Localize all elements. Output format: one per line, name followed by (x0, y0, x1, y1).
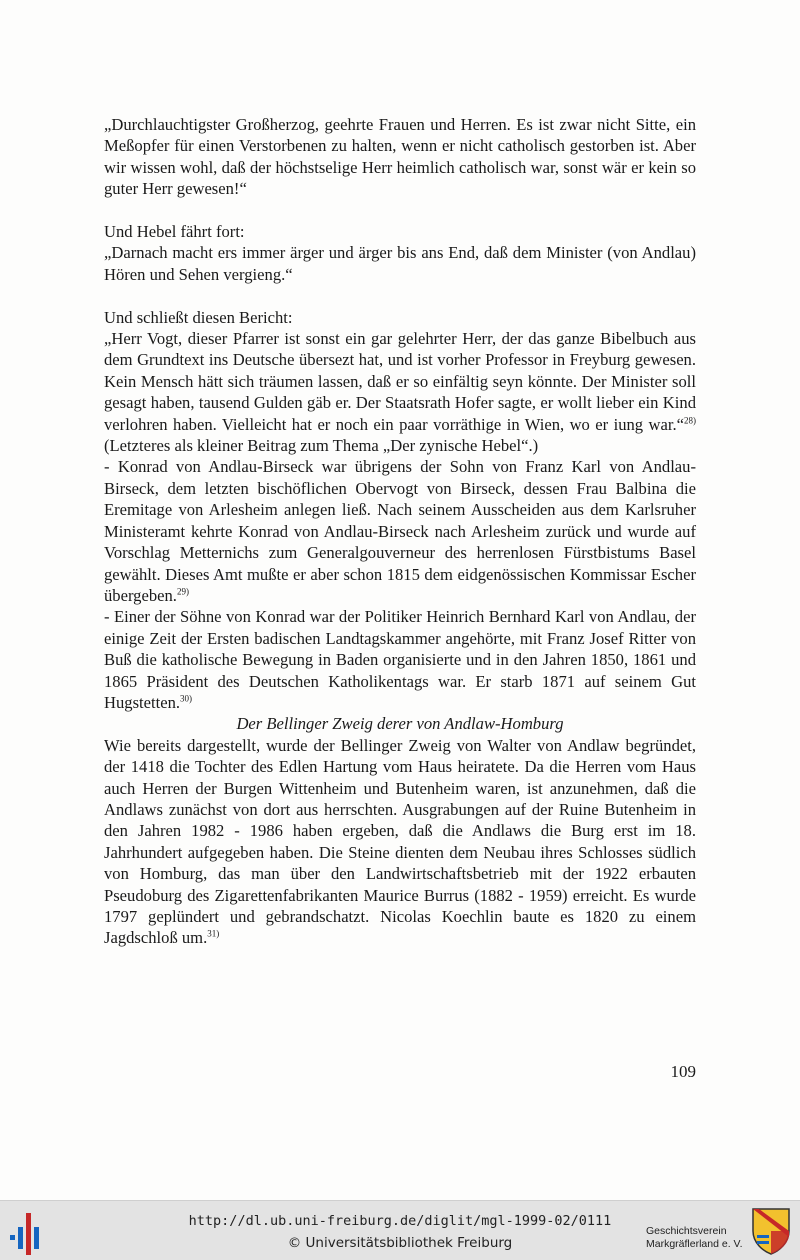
paragraph-concludes: Und schließt diesen Bericht: (104, 307, 293, 327)
body-text (104, 114, 696, 949)
paragraph-hebel-continues: Und Hebel fährt fort: (104, 222, 245, 242)
paragraph-quote-1: „Durchlauchtigster Großherzog, geehrte Frauen und Herren. Es ist zwar nicht Sitte, ein Meßopfer für einen Verstorbenen zu halten, wenn er nicht catholisch gestorben ist. Aber wir wissen wohl, daß der höchstselige Herr heimlich catholisch war, sonst wär er kein so guter Herr gewesen!“ (104, 115, 696, 199)
section-heading: Der Bellinger Zweig derer von Andlaw-Homburg (236, 714, 564, 734)
footnote-ref-28: 28) (684, 415, 696, 426)
footnote-ref-30: 30) (180, 693, 193, 704)
sons-text: - Einer der Söhne von Konrad war der Politiker Heinrich Bernhard Karl von Andlau, der einige Zeit der Ersten badischen Landtagskammer angehörte, mit Franz Josef Ritter von Buß die katholische Bewegung in Baden organisierte und in den Jahren 1850, 1861 und 1865 Präsident des Deutschen Katholikentags war. Er starb 1871 auf seinem Gut Hugstetten. (104, 607, 696, 712)
bellinger-text: Wie bereits dargestellt, wurde der Bellinger Zweig von Walter von Andlaw begründet, der 1418 die Tochter des Edlen Hartung vom Haus heiratete. Da die Herren vom Haus auch Herren der Burgen Wittenheim und Butenheim waren, ist anzunehmen, daß die Andlaws zunächst von dort aus herrschten. Ausgrabungen auf der Ruine Butenheim in den Jahren 1982 - 1986 haben ergeben, daß die Andlaws die Burg erst im 18. Jahrhundert aufgegeben haben. Die Steine dienten dem Neubau ihres Schlosses südlich von Homburg, das man über den Landwirtschaftsbetrieb mit der 1922 erbauten Pseudoburg des Zigarettenfabrikanten Maurice Burrus (1882 - 1959) erreicht. Es wurde 1797 geplündert und gebrandschatzt. Nicolas Koechlin baute es 1820 zu einem Jagdschloß um. (104, 735, 696, 948)
paragraph-quote-2: „Darnach macht ers immer ärger und ärger bis ans End, daß dem Minister (von Andlau) Hören und Sehen vergieng.“ (104, 243, 696, 284)
society-line-1: Geschichtsverein (646, 1225, 727, 1237)
quote-3-text: „Herr Vogt, dieser Pfarrer ist sonst ein gar gelehrter Herr, der das ganze Bibelbuch aus dem Grundtext ins Deutsche übersezt hat, und ist vorher Professor in Freyburg gewesen. Kein Mensch hätt sich träumen lassen, daß er so einfältig seyn könnte. Der Minister soll gesagt haben, tausend Gulden gäb er. Der Staatsrath Hofer sagte, er wollt lieber ein Kind verlohren haben. Vielleicht hat er noch ein paar vorräthige in Wien, wo er iung war.“ (104, 329, 696, 434)
footer-bar (0, 1200, 800, 1260)
society-line-2: Markgräflerland e. V. (646, 1238, 743, 1250)
page-number: 109 (670, 1062, 696, 1081)
paragraph-bellinger (104, 735, 696, 949)
paragraph-konrad (104, 456, 696, 606)
society-name (646, 1225, 743, 1251)
paragraph-quote-3 (104, 328, 696, 456)
paragraph-sons (104, 606, 696, 713)
quote-3-remark: (Letzteres als kleiner Beitrag zum Thema „Der zynische Hebel“.) (104, 436, 539, 456)
coat-of-arms-icon (751, 1207, 791, 1255)
footnote-ref-29: 29) (176, 586, 189, 597)
footnote-ref-31: 31) (207, 928, 220, 939)
footer-copyright: © Universitätsbibliothek Freiburg (287, 1235, 513, 1251)
footer-url-link[interactable]: http://dl.ub.uni-freiburg.de/diglit/mgl-1999-02/0111 (188, 1213, 612, 1229)
konrad-text: - Konrad von Andlau-Birseck war übrigens der Sohn von Franz Karl von Andlau-Birseck, dem letzten bischöflichen Obervogt von Birseck, dessen Frau Balbina die Eremitage von Arlesheim anlegen ließ. Nach seinem Ausscheiden aus dem Karlsruher Ministeramt kehrte Konrad von Andlau-Birseck nach Arlesheim zurück und wurde auf Vorschlag Metternichs zum Generalgouverneur des herrenlosen Fürstbistums Basel gewählt. Dieses Amt mußte er aber schon 1815 dem eidgenössischen Kommissar Escher übergeben. (104, 457, 696, 605)
